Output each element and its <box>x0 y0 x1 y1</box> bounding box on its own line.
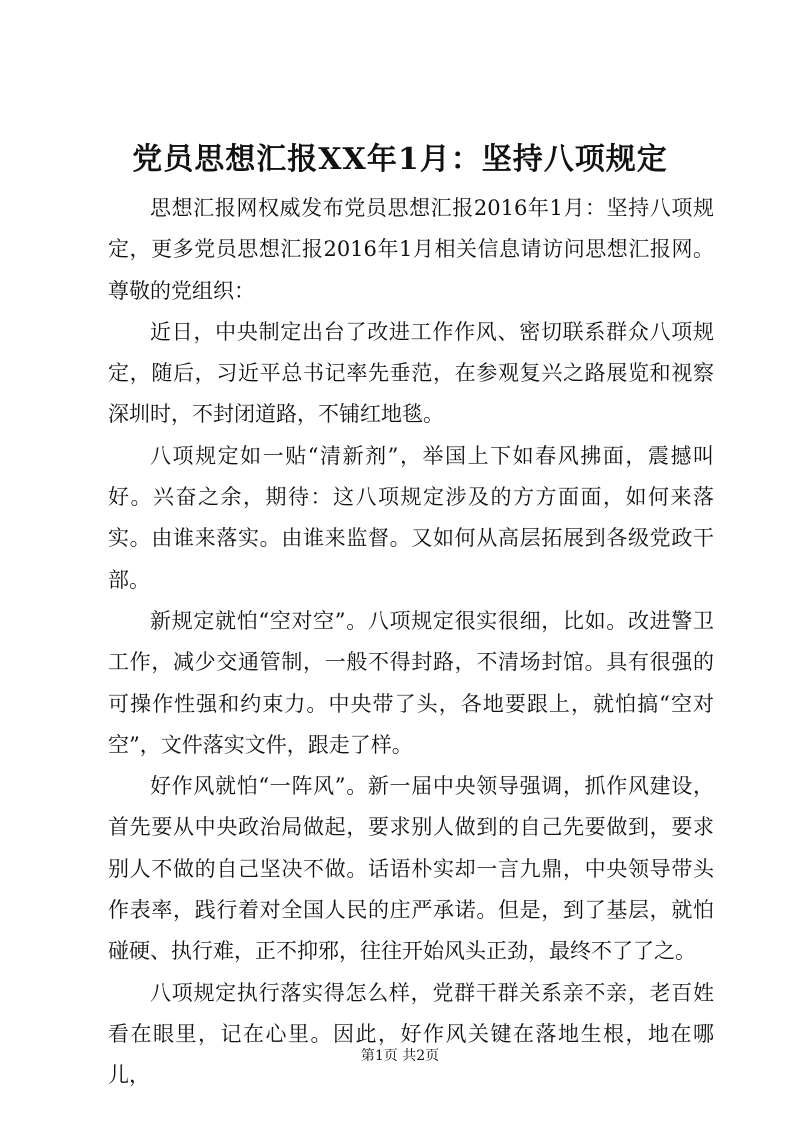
document-title: 党员思想汇报XX年1月：坚持八项规定 <box>132 142 668 177</box>
paragraph: 八项规定如一贴“清新剂”，举国上下如春风拂面，震撼叫好。兴奋之余，期待：这八项规定涉及的方方面面，如何来落实。由谁来落实。由谁来监督。又如何从高层拓展到各级党政干部。 <box>108 443 714 592</box>
paragraph: 好作风就怕“一阵风”。新一届中央领导强调，抓作风建设，首先要从中央政治局做起，要求别人做到的自己先要做到，要求别人不做的自己坚决不做。话语朴实却一言九鼎，中央领导带头作表率，践行着对全国人民的庄严承诺。但是，到了基层，就怕碰硬、执行难，正不抑邪，往往开始风头正劲，最终不了了之。 <box>108 774 714 964</box>
page-footer: 第1页 共2页 <box>360 1048 440 1064</box>
paragraph: 近日，中央制定出台了改进工作作风、密切联系群众八项规定，随后，习近平总书记率先垂范，在参观复兴之路展览和视察深圳时，不封闭道路，不铺红地毯。 <box>108 319 714 427</box>
paragraph: 新规定就怕“空对空”。八项规定很实很细，比如。改进警卫工作，减少交通管制，一般不得封路，不清场封馆。具有很强的可操作性强和约束力。中央带了头，各地要跟上，就怕搞“空对空”，文件落实文件，跟走了样。 <box>108 608 714 757</box>
paragraph: 思想汇报网权威发布党员思想汇报2016年1月：坚持八项规定，更多党员思想汇报2016年1月相关信息请访问思想汇报网。尊敬的党组织： <box>108 196 714 303</box>
document-body <box>108 188 714 1097</box>
paragraph: 八项规定执行落实得怎么样，党群干群关系亲不亲，老百姓看在眼里，记在心里。因此，好作风关键在落地生根，地在哪儿， <box>108 980 714 1088</box>
